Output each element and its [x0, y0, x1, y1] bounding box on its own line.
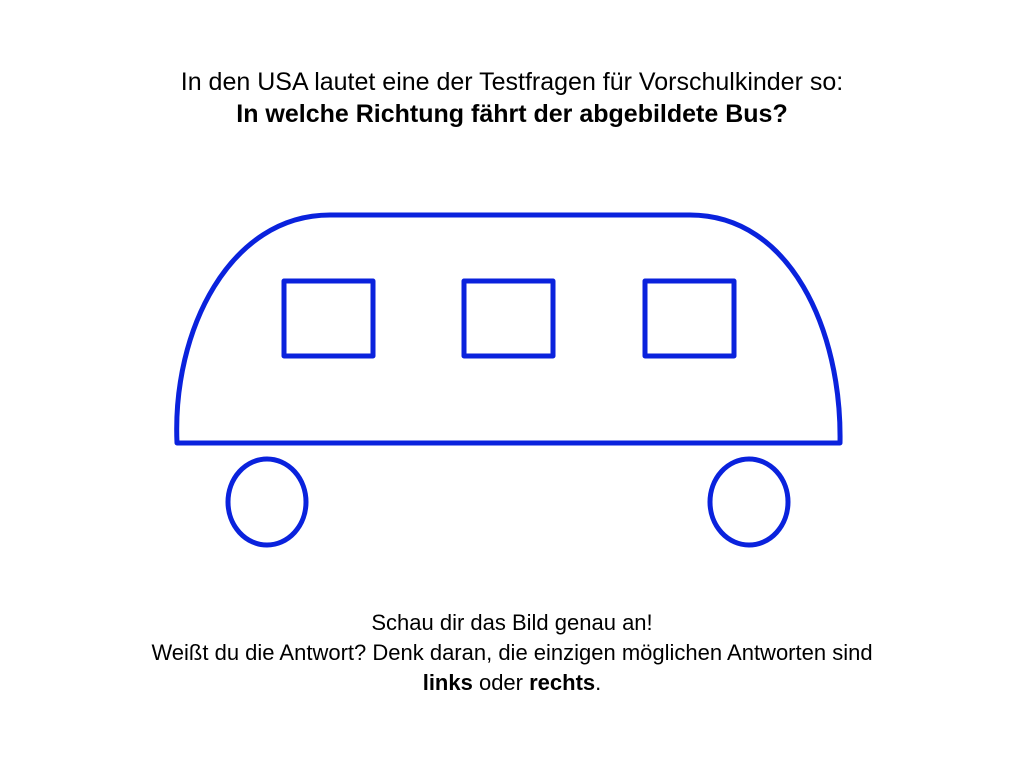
caption-line-2: Weißt du die Antwort? Denk daran, die einzigen möglichen Antworten sind — [151, 640, 873, 665]
heading-intro: In den USA lautet eine der Testfragen für Vorschulkinder so: — [180, 68, 844, 96]
caption-line-1: Schau dir das Bild genau an! — [371, 610, 653, 635]
answer-connector: oder — [472, 670, 530, 695]
instruction-text — [0, 608, 1024, 698]
caption-line-3 — [0, 668, 1024, 698]
answer-right: rechts — [529, 670, 596, 695]
bus-window-left — [284, 281, 373, 356]
bus-wheel-right — [710, 459, 788, 545]
answer-left: links — [422, 670, 473, 695]
bus-window-right — [645, 281, 734, 356]
bus-wheel-left — [228, 459, 306, 545]
caption-end: . — [595, 670, 602, 695]
heading-question: In welche Richtung fährt der abgebildete Bus? — [236, 100, 788, 128]
bus-window-middle — [464, 281, 553, 356]
bus-body — [177, 215, 840, 443]
